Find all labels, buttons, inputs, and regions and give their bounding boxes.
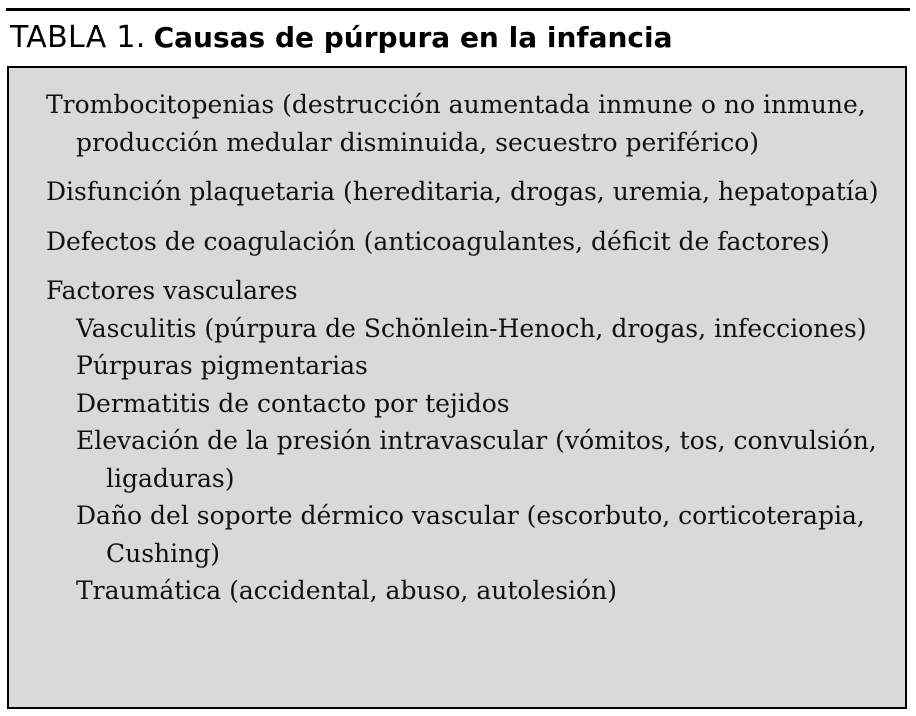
top-rule <box>6 8 910 11</box>
vascular-factors-sublist <box>46 310 881 610</box>
sub-item-traumatica: Traumática (accidental, abuso, autolesión) <box>76 576 617 605</box>
table-caption <box>10 18 672 58</box>
sub-item-presion-intravascular: Elevación de la presión intravascular (vómitos, tos, convulsión, ligaduras) <box>76 426 877 493</box>
list-item <box>46 223 881 261</box>
entry-disfuncion-plaquetaria: Disfunción plaquetaria (hereditaria, drogas, uremia, hepatopatía) <box>46 177 879 206</box>
sub-item-dermatitis-contacto: Dermatitis de contacto por tejidos <box>76 388 510 418</box>
table-label: TABLA 1. <box>10 20 146 55</box>
sub-item-vasculitis: Vasculitis (púrpura de Schönlein-Henoch, drogas, infecciones) <box>76 313 867 343</box>
list-item <box>46 173 881 211</box>
list-item <box>46 86 881 161</box>
table-title: Causas de púrpura en la infancia <box>153 21 673 54</box>
sub-item-purpuras-pigmentarias: Púrpuras pigmentarias <box>76 351 368 380</box>
entry-factores-vasculares: Factores vasculares <box>46 276 298 305</box>
entry-trombocitopenias: Trombocitopenias (destrucción aumentada inmune o no inmune, producción medular disminuida, secuestro periférico) <box>46 90 866 157</box>
entry-defectos-coagulacion: Defectos de coagulación (anticoagulantes, déficit de factores) <box>46 226 830 256</box>
list-item <box>46 272 881 610</box>
causes-list <box>46 86 881 610</box>
sub-item-soporte-dermico: Daño del soporte dérmico vascular (escorbuto, corticoterapia, Cushing) <box>76 501 865 568</box>
causes-table-box <box>7 66 907 709</box>
